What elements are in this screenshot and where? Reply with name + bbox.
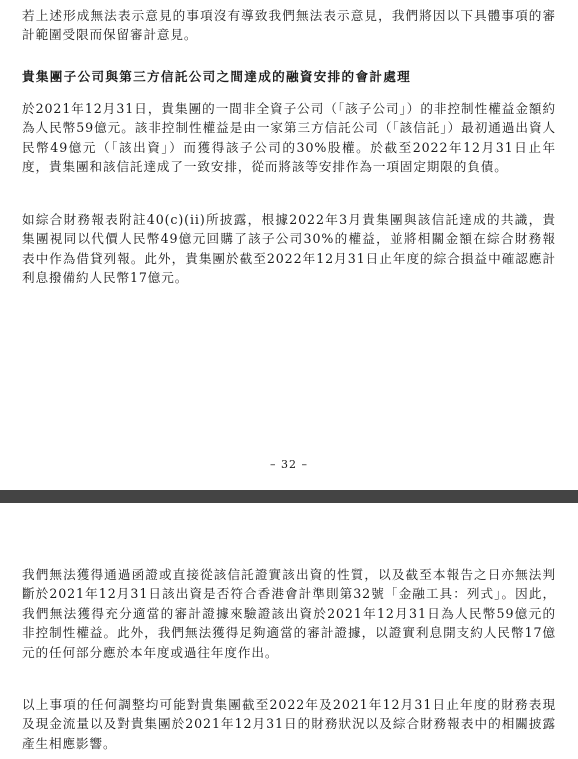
page-divider: [0, 490, 578, 503]
page-number: – 32 –: [270, 458, 308, 471]
paragraph-borrowing-presentation: 如綜合財務報表附註40(c)(ii)所披露，根據2022年3月貴集團與該信託達成的共識，貴集團視同以代價人民幣49億元回購了該子公司30%的權益，並將相關金額在綜合財務報表中作為借貸列報。此外，貴集團於截至2022年12月31日止年度的綜合損益中確認應計利息撥備約人民幣17億元。: [22, 212, 556, 286]
paragraph-noncontrolling-interest: 於2021年12月31日，貴集團的一間非全資子公司（「該子公司」）的非控制性權益金額約為人民幣59億元。該非控制性權益是由一家第三方信託公司（「該信託」）最初通過出資人民幣49億元（「該出資」）而獲得該子公司的30%股權。於截至2022年12月31日止年度，貴集團和該信託達成了一致安排，從而將該等安排作為一項固定期限的負債。: [22, 101, 556, 175]
paragraph-adjustment-impact: 以上事項的任何調整均可能對貴集團截至2022年及2021年12月31日止年度的財務表現及現金流量以及對貴集團於2021年12月31日的財務狀況以及綜合財務報表中的相關披露產生相應影響。: [22, 697, 556, 751]
intro-paragraph: 若上述形成無法表示意見的事項沒有導致我們無法表示意見，我們將因以下具體事項的審計範圍受限而保留審計意見。: [22, 8, 556, 43]
section-heading: 貴集團子公司與第三方信託公司之間達成的融資安排的會計處理: [22, 69, 412, 84]
paragraph-audit-evidence: 我們無法獲得通過函證或直接從該信託證實該出資的性質，以及截至本報告之日亦無法判斷於2021年12月31日該出資是否符合香港會計準則第32號「金融工具：列式」。因此，我們無法獲得充分適當的審計證據來驗證該出資於2021年12月31日為人民幣59億元的非控制性權益。此外，我們無法獲得足夠適當的審計證據，以證實利息開支約人民幣17億元的任何部分應於本年度或過往年度作出。: [22, 567, 556, 660]
document-page-bottom: [0, 503, 578, 759]
